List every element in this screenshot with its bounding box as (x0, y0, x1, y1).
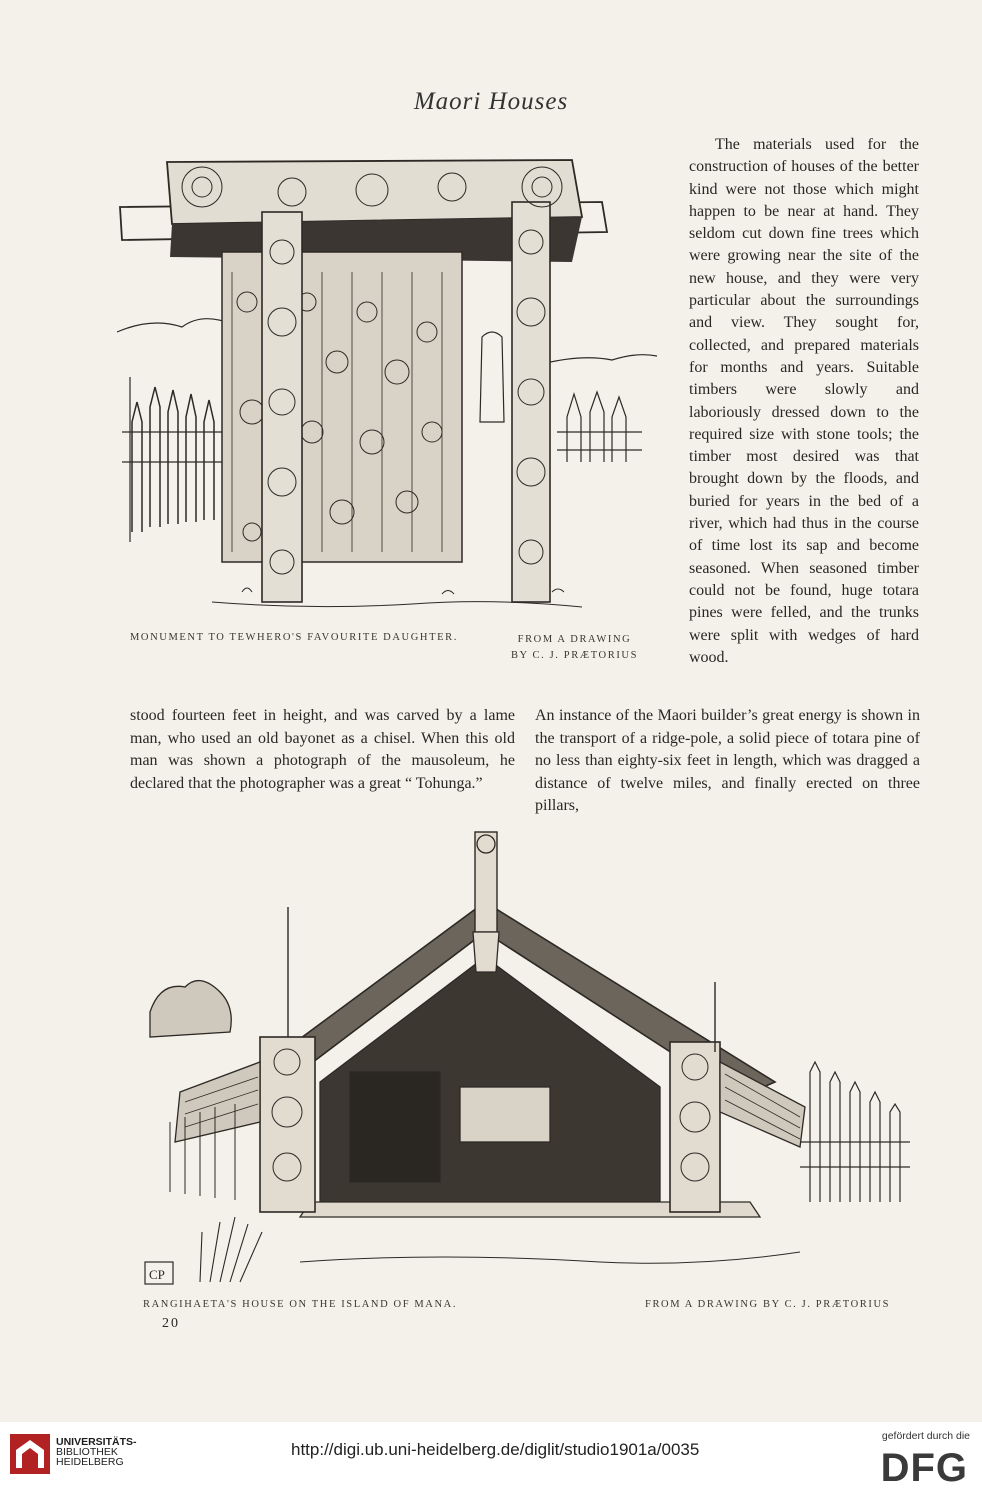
figure2-caption: RANGIHAETA'S HOUSE ON THE ISLAND OF MANA. (143, 1299, 458, 1310)
institution-line3: HEIDELBERG (56, 1456, 124, 1468)
right-column-text: An instance of the Maori builder’s great energy is shown in the transport of a ridge-pole, a solid piece of totara pine of no less than eighty-six feet in length, which was dragged a distance of twelve miles, and finally erected on three pillars, (535, 707, 920, 814)
figure2-credit: FROM A DRAWING BY C. J. PRÆTORIUS (645, 1299, 891, 1310)
university-library-logo-icon (8, 1432, 52, 1476)
institution-line1: UNIVERSITÄTS- (56, 1436, 137, 1448)
figure1-credit-line1: FROM A DRAWING (517, 634, 632, 645)
figure1-credit-line2: BY C. J. PRÆTORIUS (510, 650, 639, 661)
institution-name (56, 1437, 137, 1467)
figure1-caption: MONUMENT TO TEWHERO'S FAVOURITE DAUGHTER. (130, 632, 458, 643)
side-paragraph: The materials used for the construction of houses of the better kind were not those which might happen to be near at hand. They seldom cut down fine trees which were growing near the site of the new house, and they were very particular about the surroundings and view. They sought for, collected, and prepared materials for months and years. Suitable timbers were slowly and laboriously dressed down to the required size with stone tools; the timber most desired was that brought down by the floods, and buried for years in the bed of a river, which had thus in the course of time lost its sap and become seasoned. When seasoned timber could not be found, huge totara pines were felled, and the trunks were split with wedges of hard wood. (689, 136, 919, 666)
monogram: CP (149, 1267, 165, 1282)
permalink-url[interactable]: http://digi.ub.uni-heidelberg.de/diglit/studio1901a/0035 (291, 1440, 700, 1459)
house-illustration (140, 822, 915, 1294)
funding-note: gefördert durch die (881, 1430, 970, 1442)
monument-illustration (112, 132, 657, 620)
running-title: Maori Houses (413, 88, 569, 115)
institution-line2: BIBLIOTHEK (56, 1446, 118, 1458)
dfg-logo: DFG (880, 1446, 968, 1490)
digitization-footer (0, 1422, 982, 1493)
figure1-credit (497, 632, 652, 664)
left-column-text: stood fourteen feet in height, and was carved by a lame man, who used an old bayonet as a chisel. When this old man was shown a photograph of the mausoleum, he declared that the photographer was a great “ Tohunga.” (130, 707, 515, 792)
page-number: 20 (162, 1316, 180, 1331)
